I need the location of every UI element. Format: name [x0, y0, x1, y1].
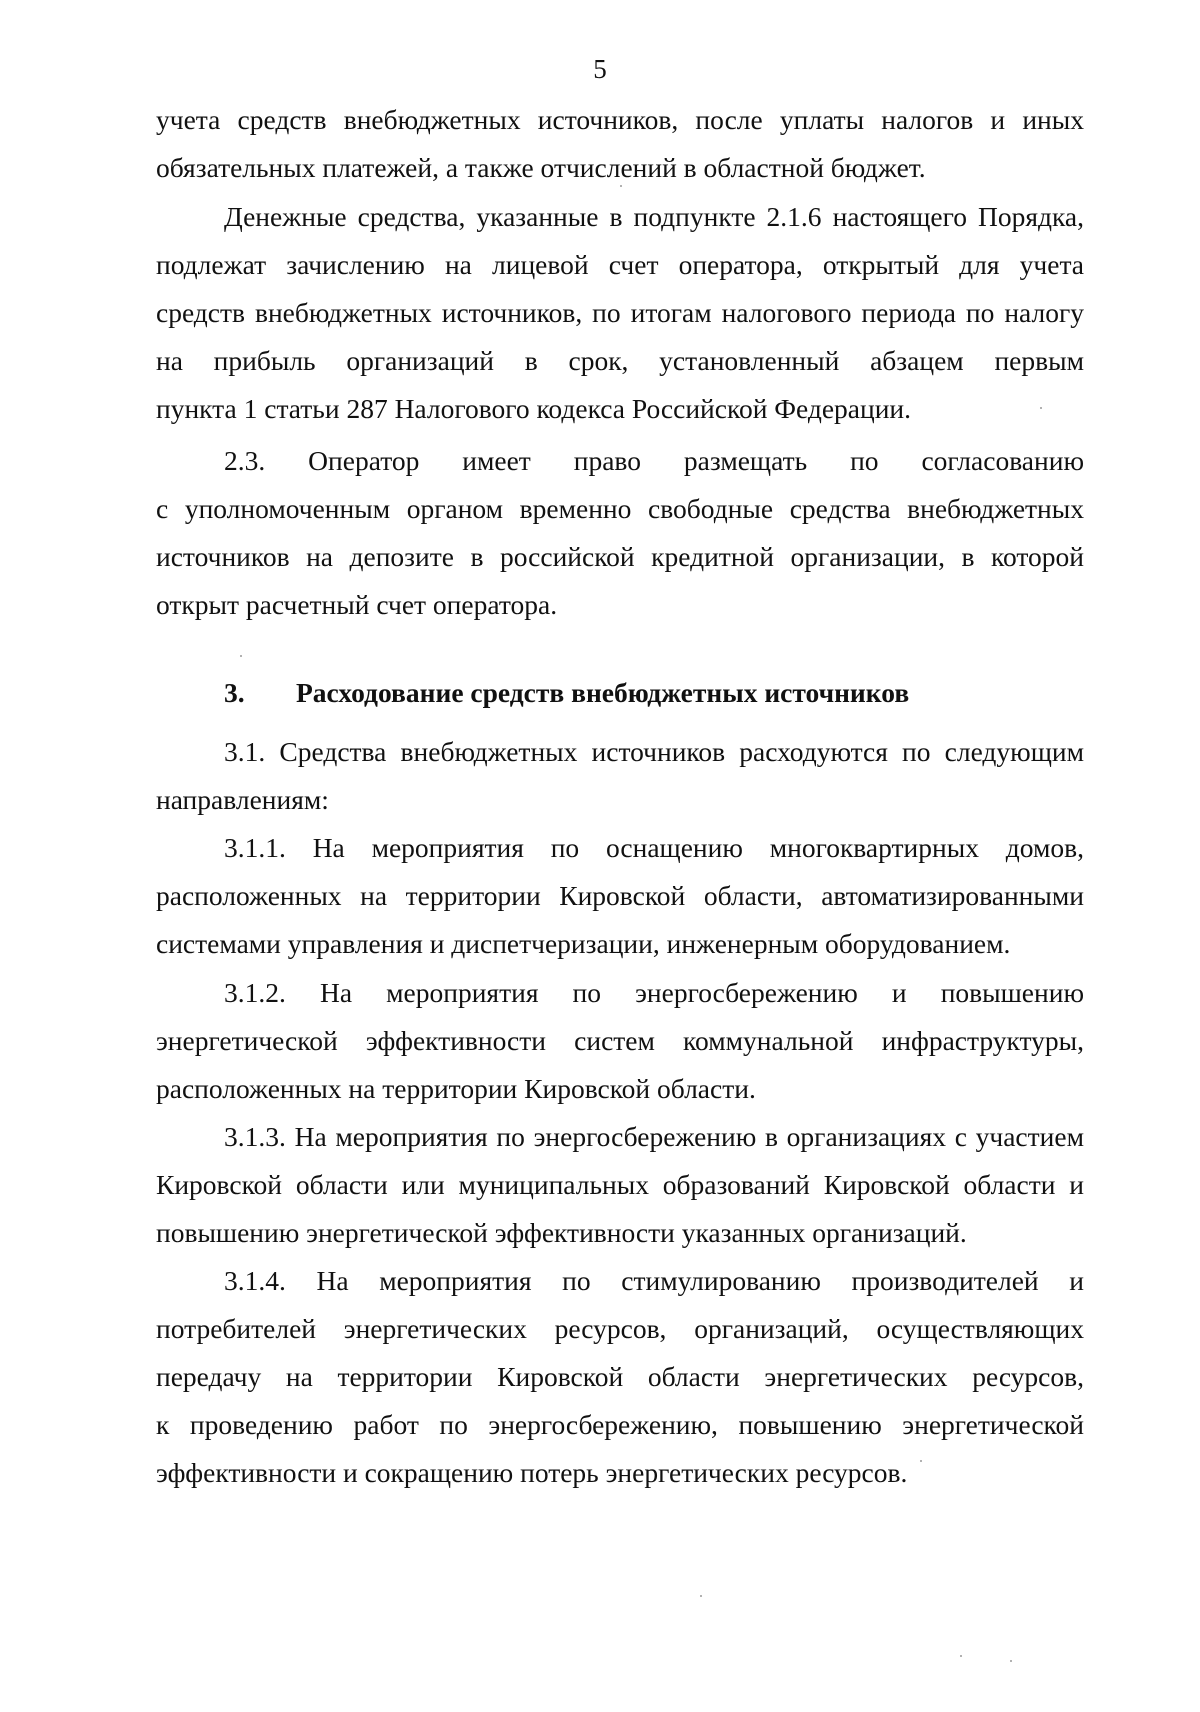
text-line: Кировской области или муниципальных образований Кировской области и	[156, 1169, 1084, 1200]
paragraph-3-1	[156, 728, 1084, 824]
text-line: передачу на территории Кировской области энергетических ресурсов,	[156, 1361, 1084, 1392]
scan-speck	[1010, 1660, 1012, 1662]
text-line: 2.3. Оператор имеет право размещать по согласованию	[224, 445, 1084, 476]
text-line: 3.1.2. На мероприятия по энергосбережению и повышению	[224, 977, 1084, 1008]
text-line: подлежат зачислению на лицевой счет оператора, открытый для учета	[156, 249, 1084, 280]
text-line: потребителей энергетических ресурсов, организаций, осуществляющих	[156, 1313, 1084, 1344]
text-line: пункта 1 статьи 287 Налогового кодекса Российской Федерации.	[156, 393, 912, 424]
paragraph-2-3	[156, 437, 1084, 629]
text-line: обязательных платежей, а также отчислений в областной бюджет.	[156, 152, 926, 183]
text-line: направлениям:	[156, 784, 329, 815]
section-title: Расходование средств внебюджетных источников	[296, 677, 910, 708]
text-line: с уполномоченным органом временно свободные средства внебюджетных	[156, 493, 1084, 524]
page-number: 5	[593, 54, 607, 84]
scan-speck	[960, 1655, 962, 1657]
text-line: 3.1.1. На мероприятия по оснащению многоквартирных домов,	[224, 832, 1084, 863]
paragraph-3-1-4	[156, 1257, 1084, 1497]
scan-speck	[240, 655, 242, 657]
text-line: 3.1.4. На мероприятия по стимулированию производителей и	[224, 1265, 1084, 1296]
text-line: открыт расчетный счет оператора.	[156, 589, 558, 620]
text-line: энергетической эффективности систем коммунальной инфраструктуры,	[156, 1025, 1084, 1056]
text-line: повышению энергетической эффективности указанных организаций.	[156, 1217, 967, 1248]
text-line: к проведению работ по энергосбережению, повышению энергетической	[156, 1409, 1084, 1440]
text-line: Денежные средства, указанные в подпункте 2.1.6 настоящего Порядка,	[224, 201, 1084, 232]
section-number: 3.	[224, 677, 245, 708]
paragraph-3-1-3	[156, 1113, 1084, 1257]
text-line: источников на депозите в российской кредитной организации, в которой	[156, 541, 1084, 572]
text-line: расположенных на территории Кировской области, автоматизированными	[156, 880, 1084, 911]
text-line: эффективности и сокращению потерь энергетических ресурсов.	[156, 1457, 908, 1488]
paragraph-funds-crediting	[156, 193, 1084, 433]
scan-speck	[920, 1460, 922, 1462]
paragraph-3-1-1	[156, 824, 1084, 968]
text-line: 3.1.3. На мероприятия по энергосбережению в организациях с участием	[224, 1121, 1084, 1152]
text-line: системами управления и диспетчеризации, инженерным оборудованием.	[156, 928, 1011, 959]
scan-speck	[1040, 407, 1042, 409]
text-line: на прибыль организаций в срок, установленный абзацем первым	[156, 345, 1084, 376]
text-line: средств внебюджетных источников, по итогам налогового периода по налогу	[156, 297, 1084, 328]
paragraph-continuation	[156, 96, 1084, 192]
section-heading	[224, 669, 984, 717]
scan-speck	[700, 1595, 702, 1597]
text-line: учета средств внебюджетных источников, после уплаты налогов и иных	[156, 104, 1084, 135]
paragraph-3-1-2	[156, 969, 1084, 1113]
text-line: 3.1. Средства внебюджетных источников расходуются по следующим	[224, 736, 1084, 767]
scan-speck	[620, 185, 622, 187]
text-line: расположенных на территории Кировской области.	[156, 1073, 756, 1104]
